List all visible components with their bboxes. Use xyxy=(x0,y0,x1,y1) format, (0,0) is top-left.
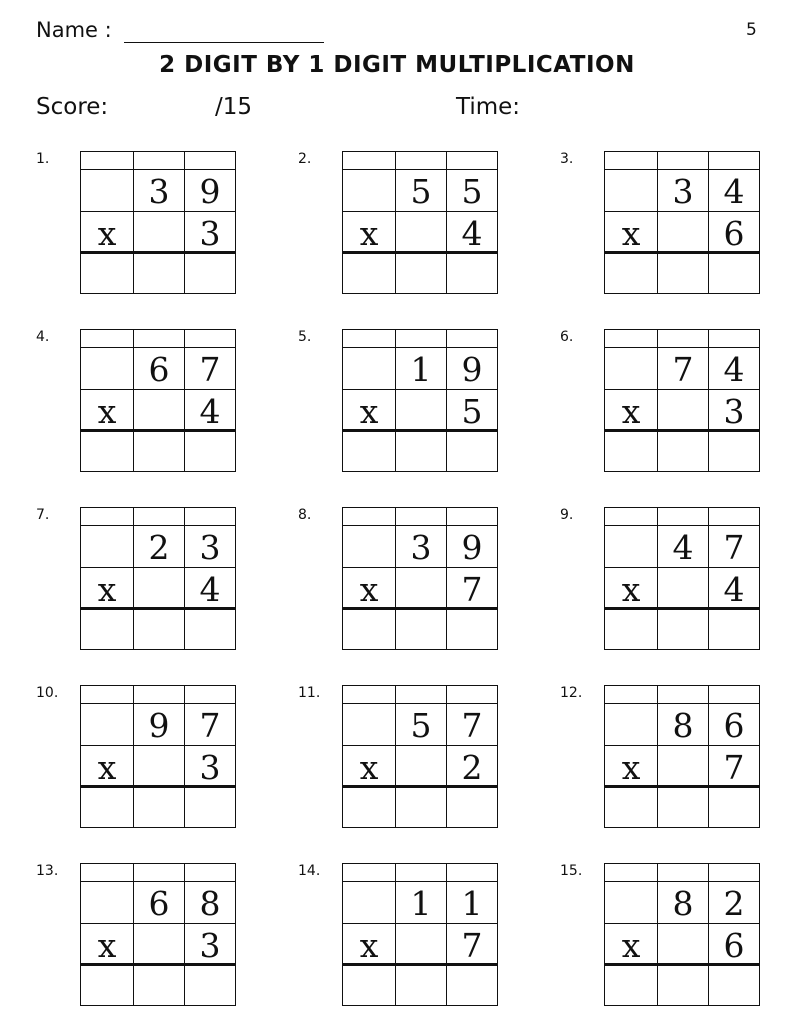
tens-digit: 6 xyxy=(148,884,170,923)
problem-15 xyxy=(560,863,794,1023)
answer-cell[interactable] xyxy=(184,966,234,1004)
answer-cell[interactable] xyxy=(81,788,131,826)
score-total: /15 xyxy=(215,94,253,120)
multiplier-digit: 3 xyxy=(199,926,221,965)
multiplication-grid xyxy=(80,685,236,828)
multiplication-grid xyxy=(342,685,498,828)
tens-digit: 1 xyxy=(410,350,432,389)
answer-cell[interactable] xyxy=(605,432,655,470)
problem-1 xyxy=(36,151,276,311)
ones-digit: 4 xyxy=(723,350,745,389)
answer-cell[interactable] xyxy=(343,788,393,826)
answer-cell[interactable] xyxy=(708,610,758,648)
multiply-sign: x xyxy=(621,926,641,965)
grid-row-divider xyxy=(81,703,235,704)
tens-digit: 8 xyxy=(672,706,694,745)
answer-cell[interactable] xyxy=(605,610,655,648)
worksheet-title: 2 DIGIT BY 1 DIGIT MULTIPLICATION xyxy=(159,52,635,78)
multiplier-digit: 3 xyxy=(199,748,221,787)
problem-number: 10. xyxy=(36,685,59,701)
problem-number: 3. xyxy=(560,151,574,167)
tens-digit: 2 xyxy=(148,528,170,567)
multiplier-digit: 3 xyxy=(723,392,745,431)
answer-cell[interactable] xyxy=(446,254,496,292)
multiply-sign: x xyxy=(97,748,117,787)
multiplication-grid xyxy=(342,329,498,472)
tens-digit: 3 xyxy=(148,172,170,211)
answer-cell[interactable] xyxy=(708,254,758,292)
tens-digit: 9 xyxy=(148,706,170,745)
answer-cell[interactable] xyxy=(708,432,758,470)
grid-row-divider xyxy=(605,169,759,170)
ones-digit: 9 xyxy=(199,172,221,211)
multiplier-digit: 4 xyxy=(461,214,483,253)
grid-row-divider xyxy=(605,525,759,526)
problem-number: 9. xyxy=(560,507,574,523)
score-label: Score: xyxy=(36,94,109,120)
problem-number: 4. xyxy=(36,329,50,345)
multiply-sign: x xyxy=(359,214,379,253)
multiply-sign: x xyxy=(97,570,117,609)
name-label: Name : xyxy=(36,18,112,42)
problem-13 xyxy=(36,863,276,1023)
multiply-sign: x xyxy=(97,214,117,253)
grid-row-divider xyxy=(81,525,235,526)
problem-3 xyxy=(560,151,794,311)
multiplication-grid xyxy=(80,863,236,1006)
multiplication-grid xyxy=(342,863,498,1006)
problem-number: 14. xyxy=(298,863,321,879)
multiplier-digit: 7 xyxy=(723,748,745,787)
answer-cell[interactable] xyxy=(395,788,445,826)
multiplier-digit: 7 xyxy=(461,570,483,609)
answer-cell[interactable] xyxy=(657,610,707,648)
multiplier-digit: 5 xyxy=(461,392,483,431)
grid-row-divider xyxy=(605,347,759,348)
answer-cell[interactable] xyxy=(446,610,496,648)
answer-cell[interactable] xyxy=(446,432,496,470)
ones-digit: 7 xyxy=(461,706,483,745)
ones-digit: 8 xyxy=(199,884,221,923)
multiplication-grid xyxy=(604,329,760,472)
answer-cell[interactable] xyxy=(133,788,183,826)
multiplier-digit: 6 xyxy=(723,926,745,965)
ones-digit: 9 xyxy=(461,528,483,567)
tens-digit: 7 xyxy=(672,350,694,389)
multiplier-digit: 4 xyxy=(199,392,221,431)
answer-cell[interactable] xyxy=(343,610,393,648)
multiplication-grid xyxy=(604,685,760,828)
multiplier-digit: 6 xyxy=(723,214,745,253)
tens-digit: 8 xyxy=(672,884,694,923)
multiplier-digit: 3 xyxy=(199,214,221,253)
ones-digit: 5 xyxy=(461,172,483,211)
grid-row-divider xyxy=(343,525,497,526)
multiplication-grid xyxy=(80,151,236,294)
ones-digit: 1 xyxy=(461,884,483,923)
problem-10 xyxy=(36,685,276,845)
multiply-sign: x xyxy=(621,392,641,431)
answer-cell[interactable] xyxy=(395,610,445,648)
problem-number: 11. xyxy=(298,685,321,701)
page-number: 5 xyxy=(746,20,757,40)
answer-cell[interactable] xyxy=(133,432,183,470)
answer-cell[interactable] xyxy=(343,254,393,292)
grid-row-divider xyxy=(343,347,497,348)
ones-digit: 7 xyxy=(199,706,221,745)
answer-cell[interactable] xyxy=(395,254,445,292)
multiplication-grid xyxy=(80,507,236,650)
tens-digit: 5 xyxy=(410,706,432,745)
grid-row-divider xyxy=(343,881,497,882)
problem-14 xyxy=(298,863,538,1023)
problem-7 xyxy=(36,507,276,667)
multiply-sign: x xyxy=(359,392,379,431)
grid-row-divider xyxy=(81,169,235,170)
problem-number: 7. xyxy=(36,507,50,523)
multiply-sign: x xyxy=(621,748,641,787)
answer-cell[interactable] xyxy=(184,610,234,648)
answer-cell[interactable] xyxy=(605,254,655,292)
problem-number: 13. xyxy=(36,863,59,879)
problem-number: 6. xyxy=(560,329,574,345)
multiplication-grid xyxy=(604,863,760,1006)
answer-cell[interactable] xyxy=(605,788,655,826)
grid-row-divider xyxy=(605,703,759,704)
tens-digit: 5 xyxy=(410,172,432,211)
answer-cell[interactable] xyxy=(708,966,758,1004)
problem-number: 8. xyxy=(298,507,312,523)
problem-number: 5. xyxy=(298,329,312,345)
ones-digit: 3 xyxy=(199,528,221,567)
tens-digit: 4 xyxy=(672,528,694,567)
problem-2 xyxy=(298,151,538,311)
answer-cell[interactable] xyxy=(133,254,183,292)
multiply-sign: x xyxy=(97,392,117,431)
problem-9 xyxy=(560,507,794,667)
tens-digit: 3 xyxy=(672,172,694,211)
multiply-sign: x xyxy=(359,748,379,787)
multiplication-grid xyxy=(604,151,760,294)
problem-number: 12. xyxy=(560,685,583,701)
multiply-sign: x xyxy=(621,214,641,253)
multiplication-grid xyxy=(342,151,498,294)
multiplication-grid xyxy=(342,507,498,650)
answer-cell[interactable] xyxy=(343,432,393,470)
answer-cell[interactable] xyxy=(657,254,707,292)
ones-digit: 6 xyxy=(723,706,745,745)
problem-8 xyxy=(298,507,538,667)
grid-row-divider xyxy=(343,703,497,704)
ones-digit: 4 xyxy=(723,172,745,211)
answer-cell[interactable] xyxy=(184,432,234,470)
answer-cell[interactable] xyxy=(446,788,496,826)
grid-row-divider xyxy=(343,169,497,170)
multiply-sign: x xyxy=(359,570,379,609)
ones-digit: 7 xyxy=(723,528,745,567)
multiplier-digit: 4 xyxy=(199,570,221,609)
ones-digit: 7 xyxy=(199,350,221,389)
answer-cell[interactable] xyxy=(395,432,445,470)
problem-6 xyxy=(560,329,794,489)
answer-cell[interactable] xyxy=(657,432,707,470)
grid-row-divider xyxy=(81,347,235,348)
multiplication-grid xyxy=(80,329,236,472)
multiply-sign: x xyxy=(97,926,117,965)
problem-12 xyxy=(560,685,794,845)
answer-cell[interactable] xyxy=(605,966,655,1004)
problem-number: 2. xyxy=(298,151,312,167)
multiplier-digit: 4 xyxy=(723,570,745,609)
ones-digit: 2 xyxy=(723,884,745,923)
answer-cell[interactable] xyxy=(184,788,234,826)
problem-number: 15. xyxy=(560,863,583,879)
answer-cell[interactable] xyxy=(657,966,707,1004)
multiply-sign: x xyxy=(359,926,379,965)
answer-cell[interactable] xyxy=(395,966,445,1004)
multiplication-grid xyxy=(604,507,760,650)
answer-cell[interactable] xyxy=(133,610,183,648)
answer-cell[interactable] xyxy=(81,432,131,470)
problem-4 xyxy=(36,329,276,489)
ones-digit: 9 xyxy=(461,350,483,389)
answer-cell[interactable] xyxy=(81,254,131,292)
tens-digit: 3 xyxy=(410,528,432,567)
multiply-sign: x xyxy=(621,570,641,609)
answer-cell[interactable] xyxy=(81,610,131,648)
answer-cell[interactable] xyxy=(343,966,393,1004)
answer-cell[interactable] xyxy=(657,788,707,826)
problem-number: 1. xyxy=(36,151,50,167)
grid-row-divider xyxy=(81,881,235,882)
answer-cell[interactable] xyxy=(81,966,131,1004)
tens-digit: 1 xyxy=(410,884,432,923)
answer-cell[interactable] xyxy=(184,254,234,292)
tens-digit: 6 xyxy=(148,350,170,389)
answer-cell[interactable] xyxy=(708,788,758,826)
answer-cell[interactable] xyxy=(446,966,496,1004)
answer-cell[interactable] xyxy=(133,966,183,1004)
multiplier-digit: 2 xyxy=(461,748,483,787)
multiplier-digit: 7 xyxy=(461,926,483,965)
problem-5 xyxy=(298,329,538,489)
time-label: Time: xyxy=(456,94,521,120)
name-input-line[interactable] xyxy=(124,42,324,43)
problem-11 xyxy=(298,685,538,845)
grid-row-divider xyxy=(605,881,759,882)
